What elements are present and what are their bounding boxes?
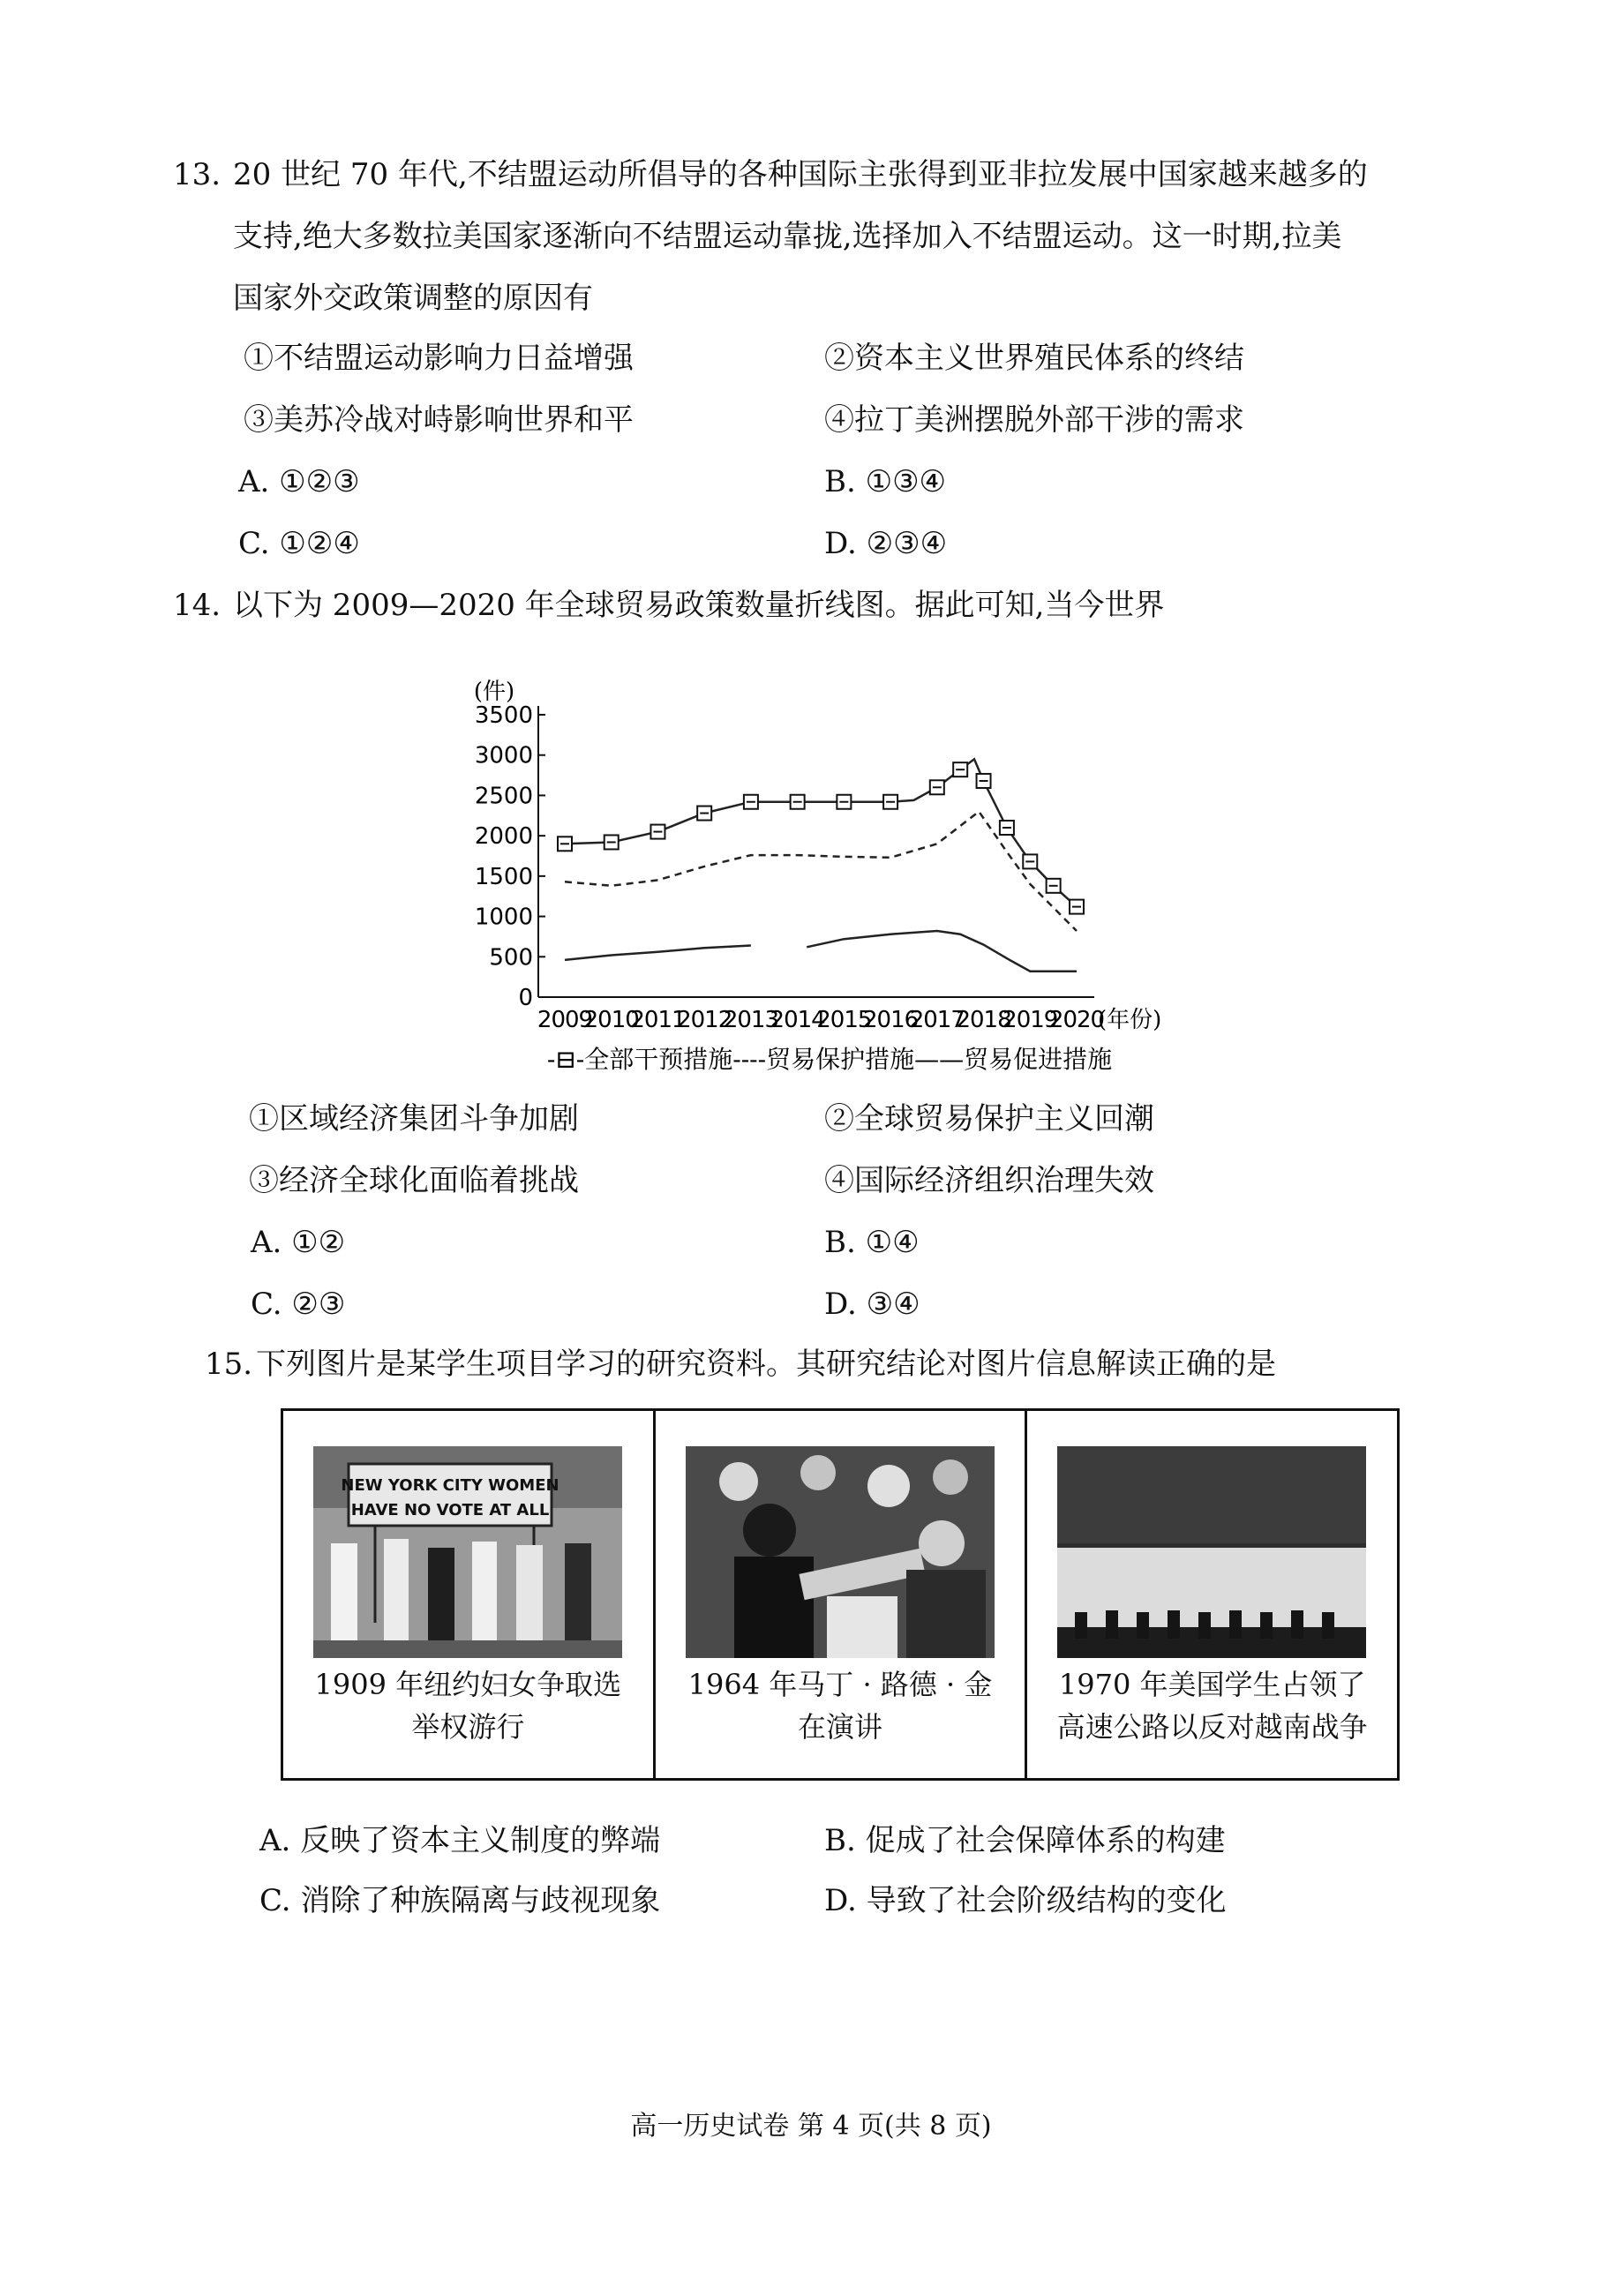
y-tick-label: 1000 — [474, 904, 533, 931]
antiwar-highway-photo — [1057, 1446, 1366, 1658]
q15-choice-a[interactable]: A. 反映了资本主义制度的弊端 — [259, 1823, 661, 1858]
x-tick-label: 2012 — [677, 1007, 732, 1033]
q13-stem-line-2: 支持,绝大多数拉美国家逐渐向不结盟运动靠拢,选择加入不结盟运动。这一时期,拉美 — [233, 219, 1342, 254]
q14-number: 14. — [173, 588, 222, 623]
y-tick-label: 1500 — [474, 863, 533, 890]
suffrage-sign-line-1: NEW YORK CITY WOMEN — [341, 1476, 559, 1495]
y-tick-label: 2000 — [474, 823, 533, 851]
series-line-3 — [807, 931, 1077, 972]
chart-svg — [353, 644, 1235, 1085]
series-line-3 — [565, 946, 751, 960]
mlk-photo-art — [686, 1446, 995, 1658]
antiwar-photo-art — [1057, 1446, 1366, 1658]
y-tick-label: 0 — [518, 985, 533, 1011]
x-tick-label: 2010 — [583, 1007, 639, 1033]
x-tick-label: 2018 — [956, 1007, 1011, 1033]
q13-choice-b[interactable]: B. ①③④ — [824, 464, 947, 499]
x-tick-label: 2011 — [630, 1007, 686, 1033]
page-footer: 高一历史试卷 第 4 页(共 8 页) — [630, 2111, 992, 2142]
photo-cell-mlk — [656, 1411, 1028, 1778]
caption-suffrage-line-2: 举权游行 — [411, 1710, 525, 1744]
suffrage-march-photo — [313, 1446, 622, 1658]
suffrage-sign-line-2: HAVE NO VOTE AT ALL — [350, 1501, 550, 1519]
q13-choice-c[interactable]: C. ①②④ — [238, 526, 360, 561]
x-tick-label: 2009 — [537, 1007, 593, 1033]
x-tick-label: 2015 — [816, 1007, 872, 1033]
caption-suffrage — [283, 1663, 653, 1748]
photo-table — [281, 1408, 1400, 1781]
caption-mlk-line-1: 1964 年马丁 · 路德 · 金 — [687, 1668, 993, 1701]
q14-choice-c[interactable]: C. ②③ — [251, 1287, 346, 1322]
q15-choice-c[interactable]: C. 消除了种族隔离与歧视现象 — [259, 1883, 661, 1918]
mlk-speech-photo — [686, 1446, 995, 1658]
suffrage-photo-art — [313, 1446, 622, 1658]
q14-choice-a[interactable]: A. ①② — [251, 1225, 346, 1260]
x-tick-label: 2019 — [1002, 1007, 1058, 1033]
trade-policy-line-chart — [353, 644, 1235, 1085]
caption-antiwar-line-2: 高速公路以反对越南战争 — [1056, 1710, 1368, 1744]
x-tick-label: 2017 — [909, 1007, 965, 1033]
caption-antiwar — [1027, 1663, 1397, 1748]
chart-legend: -⊟-全部干预措施----贸易保护措施——贸易促进措施 — [546, 1045, 1113, 1074]
x-tick-label: 2020 — [1048, 1007, 1105, 1033]
q15-stem: 下列图片是某学生项目学习的研究资料。其研究结论对图片信息解读正确的是 — [256, 1347, 1276, 1382]
q15-number: 15. — [205, 1347, 253, 1382]
photo-cell-suffrage — [283, 1411, 656, 1778]
q14-item-2: ②全球贸易保护主义回潮 — [824, 1101, 1154, 1137]
q13-number: 13. — [173, 157, 222, 192]
q13-choice-a[interactable]: A. ①②③ — [238, 464, 360, 499]
y-tick-label: 3000 — [474, 742, 533, 769]
q14-choice-d[interactable]: D. ③④ — [824, 1287, 920, 1322]
y-tick-label: 500 — [489, 944, 533, 972]
photo-cell-antiwar — [1027, 1411, 1397, 1778]
q13-stem-line-1: 20 世纪 70 年代,不结盟运动所倡导的各种国际主张得到亚非拉发展中国家越来越多的 — [233, 157, 1368, 192]
x-tick-label: 2014 — [770, 1007, 825, 1033]
q14-item-4: ④国际经济组织治理失效 — [824, 1163, 1154, 1198]
x-tick-label: 2013 — [723, 1007, 778, 1033]
q13-item-1: ①不结盟运动影响力日益增强 — [244, 341, 634, 376]
q15-choice-d[interactable]: D. 导致了社会阶级结构的变化 — [824, 1883, 1227, 1918]
caption-suffrage-line-1: 1909 年纽约妇女争取选 — [314, 1668, 622, 1701]
q13-item-4: ④拉丁美洲摆脱外部干涉的需求 — [824, 402, 1244, 438]
q14-choice-b[interactable]: B. ①④ — [824, 1225, 920, 1260]
x-tick-label: 2016 — [863, 1007, 919, 1033]
q15-choice-b[interactable]: B. 促成了社会保障体系的构建 — [824, 1823, 1226, 1858]
q13-stem-line-3: 国家外交政策调整的原因有 — [233, 281, 593, 316]
caption-antiwar-line-1: 1970 年美国学生占领了 — [1058, 1668, 1366, 1701]
q14-stem: 以下为 2009—2020 年全球贸易政策数量折线图。据此可知,当今世界 — [233, 588, 1165, 623]
y-axis-label: (件) — [473, 679, 515, 705]
q13-choice-d[interactable]: D. ②③④ — [824, 526, 948, 561]
y-tick-label: 3500 — [474, 702, 533, 729]
caption-mlk — [656, 1663, 1025, 1748]
y-tick-label: 2500 — [474, 783, 533, 810]
q14-item-1: ①区域经济集团斗争加剧 — [249, 1101, 579, 1137]
caption-mlk-line-2: 在演讲 — [798, 1710, 883, 1744]
q13-item-2: ②资本主义世界殖民体系的终结 — [824, 341, 1244, 376]
x-axis-label: (年份) — [1098, 1007, 1162, 1033]
q13-item-3: ③美苏冷战对峙影响世界和平 — [244, 402, 634, 438]
q14-item-3: ③经济全球化面临着挑战 — [249, 1163, 579, 1198]
